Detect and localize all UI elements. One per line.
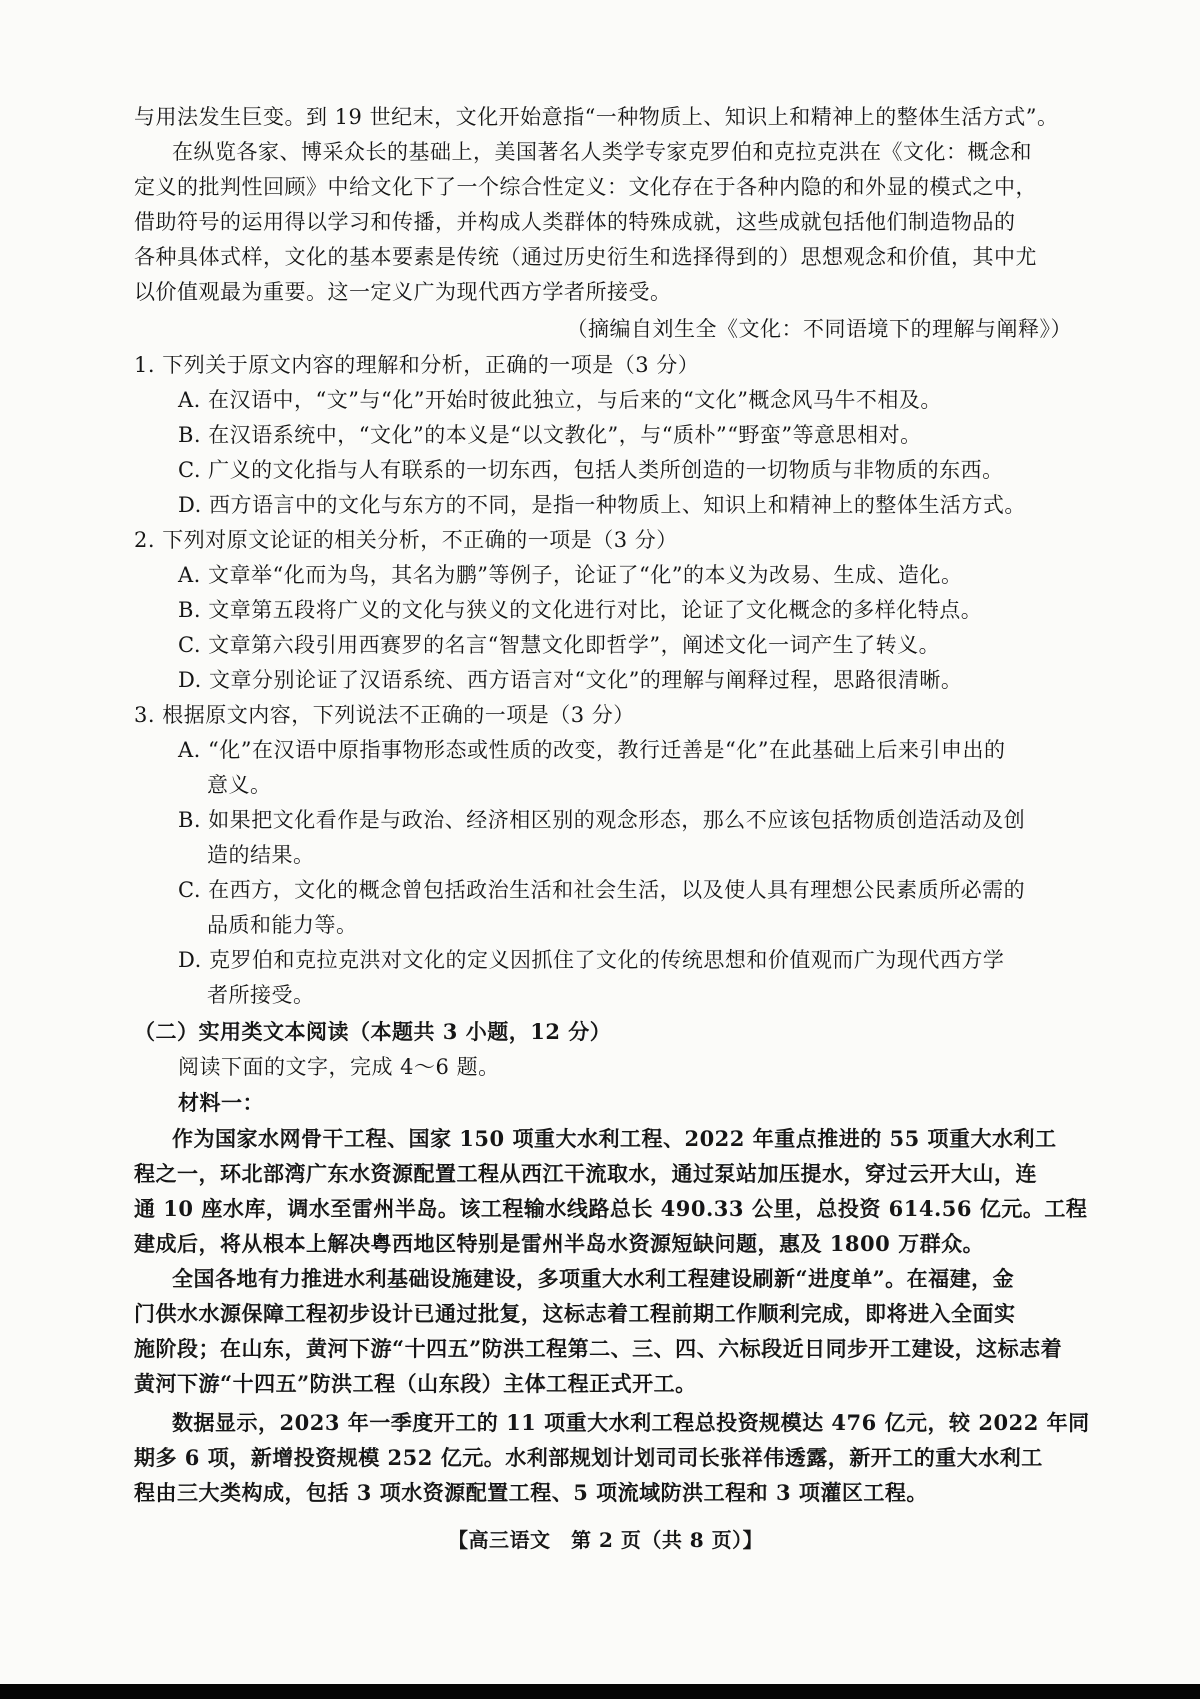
question-stem: 2. 下列对原文论证的相关分析，不正确的一项是（3 分） (134, 528, 678, 552)
option-c: C. 文章第六段引用西赛罗的名言“智慧文化即哲学”，阐述文化一词产生了转义。 (178, 633, 941, 657)
option-c: C. 广义的文化指与人有联系的一切东西，包括人类所创造的一切物质与非物质的东西。 (178, 458, 1004, 482)
material-line: 数据显示，2023 年一季度开工的 11 项重大水利工程总投资规模达 476 亿元，较 2022 年同 (172, 1410, 1090, 1435)
option-d: D. 文章分别论证了汉语系统、西方语言对“文化”的理解与阐释过程，思路很清晰。 (178, 668, 963, 692)
passage-line: 与用法发生巨变。到 19 世纪末，文化开始意指“一种物质上、知识上和精神上的整体生活方式”。 (134, 105, 1059, 129)
question-stem: 1. 下列关于原文内容的理解和分析，正确的一项是（3 分） (134, 353, 700, 377)
option-b-continuation: 造的结果。 (207, 843, 315, 867)
material-line: 期多 6 项，新增投资规模 252 亿元。水利部规划计划司司长张祥伟透露，新开工的重大水利工 (134, 1445, 1043, 1470)
passage-line: 定义的批判性回顾》中给文化下了一个综合性定义：文化存在于各种内隐的和外显的模式之中， (134, 175, 1037, 199)
passage-line: 以价值观最为重要。这一定义广为现代西方学者所接受。 (134, 280, 672, 304)
material-line: 施阶段；在山东，黄河下游“十四五”防洪工程第二、三、四、六标段近日同步开工建设，这标志着 (134, 1336, 1063, 1361)
section-heading: （二）实用类文本阅读（本题共 3 小题，12 分） (134, 1019, 612, 1044)
section-instruction: 阅读下面的文字，完成 4～6 题。 (178, 1055, 500, 1079)
material-line: 黄河下游“十四五”防洪工程（山东段）主体工程正式开工。 (134, 1371, 697, 1396)
option-a: A. 文章举“化而为鸟，其名为鹏”等例子，论证了“化”的本义为改易、生成、造化。 (178, 563, 963, 587)
option-c-continuation: 品质和能力等。 (207, 913, 358, 937)
material-line: 建成后，将从根本上解决粤西地区特别是雷州半岛水资源短缺问题，惠及 1800 万群众。 (134, 1231, 985, 1256)
option-a-continuation: 意义。 (207, 773, 272, 797)
option-a: A. “化”在汉语中原指事物形态或性质的改变，教行迁善是“化”在此基础上后来引申出的 (178, 738, 1006, 762)
material-label: 材料一： (178, 1090, 264, 1115)
passage-line: 借助符号的运用得以学习和传播，并构成人类群体的特殊成就，这些成就包括他们制造物品的 (134, 210, 1016, 234)
passage-source: （摘编自刘生全《文化：不同语境下的理解与阐释》） (566, 317, 1072, 341)
page-footer: 【高三语文 第 2 页（共 8 页）】 (448, 1528, 764, 1552)
material-line: 作为国家水网骨干工程、国家 150 项重大水利工程、2022 年重点推进的 55 项重大水利工 (172, 1126, 1057, 1151)
passage-line: 在纵览各家、博采众长的基础上，美国著名人类学专家克罗伯和克拉克洪在《文化：概念和 (172, 140, 1032, 164)
material-line: 程之一，环北部湾广东水资源配置工程从西江干流取水，通过泵站加压提水，穿过云开大山，连 (134, 1161, 1037, 1186)
material-line: 通 10 座水库，调水至雷州半岛。该工程输水线路总长 490.33 公里，总投资 614.56 亿元。工程 (134, 1196, 1088, 1221)
material-line: 全国各地有力推进水利基础设施建设，多项重大水利工程建设刷新“进度单”。在福建，金 (172, 1266, 1015, 1291)
option-b: B. 文章第五段将广义的文化与狭义的文化进行对比，论证了文化概念的多样化特点。 (178, 598, 983, 622)
option-d: D. 克罗伯和克拉克洪对文化的定义因抓住了文化的传统思想和价值观而广为现代西方学 (178, 948, 1005, 972)
option-b: B. 如果把文化看作是与政治、经济相区别的观念形态，那么不应该包括物质创造活动及创 (178, 808, 1026, 832)
option-d-continuation: 者所接受。 (207, 983, 315, 1007)
material-line: 程由三大类构成，包括 3 项水资源配置工程、5 项流域防洪工程和 3 项灌区工程。 (134, 1480, 928, 1505)
question-stem: 3. 根据原文内容，下列说法不正确的一项是（3 分） (134, 703, 635, 727)
option-b: B. 在汉语系统中，“文化”的本义是“以文教化”，与“质朴”“野蛮”等意思相对。 (178, 423, 922, 447)
option-d: D. 西方语言中的文化与东方的不同，是指一种物质上、知识上和精神上的整体生活方式。 (178, 493, 1026, 517)
material-line: 门供水水源保障工程初步设计已通过批复，这标志着工程前期工作顺利完成，即将进入全面实 (134, 1301, 1016, 1326)
option-c: C. 在西方，文化的概念曾包括政治生活和社会生活，以及使人具有理想公民素质所必需的 (178, 878, 1026, 902)
option-a: A. 在汉语中，“文”与“化”开始时彼此独立，与后来的“文化”概念风马牛不相及。 (178, 388, 942, 412)
scan-bottom-edge (0, 1684, 1200, 1699)
passage-line: 各种具体式样，文化的基本要素是传统（通过历史衍生和选择得到的）思想观念和价值，其中尤 (134, 245, 1037, 269)
